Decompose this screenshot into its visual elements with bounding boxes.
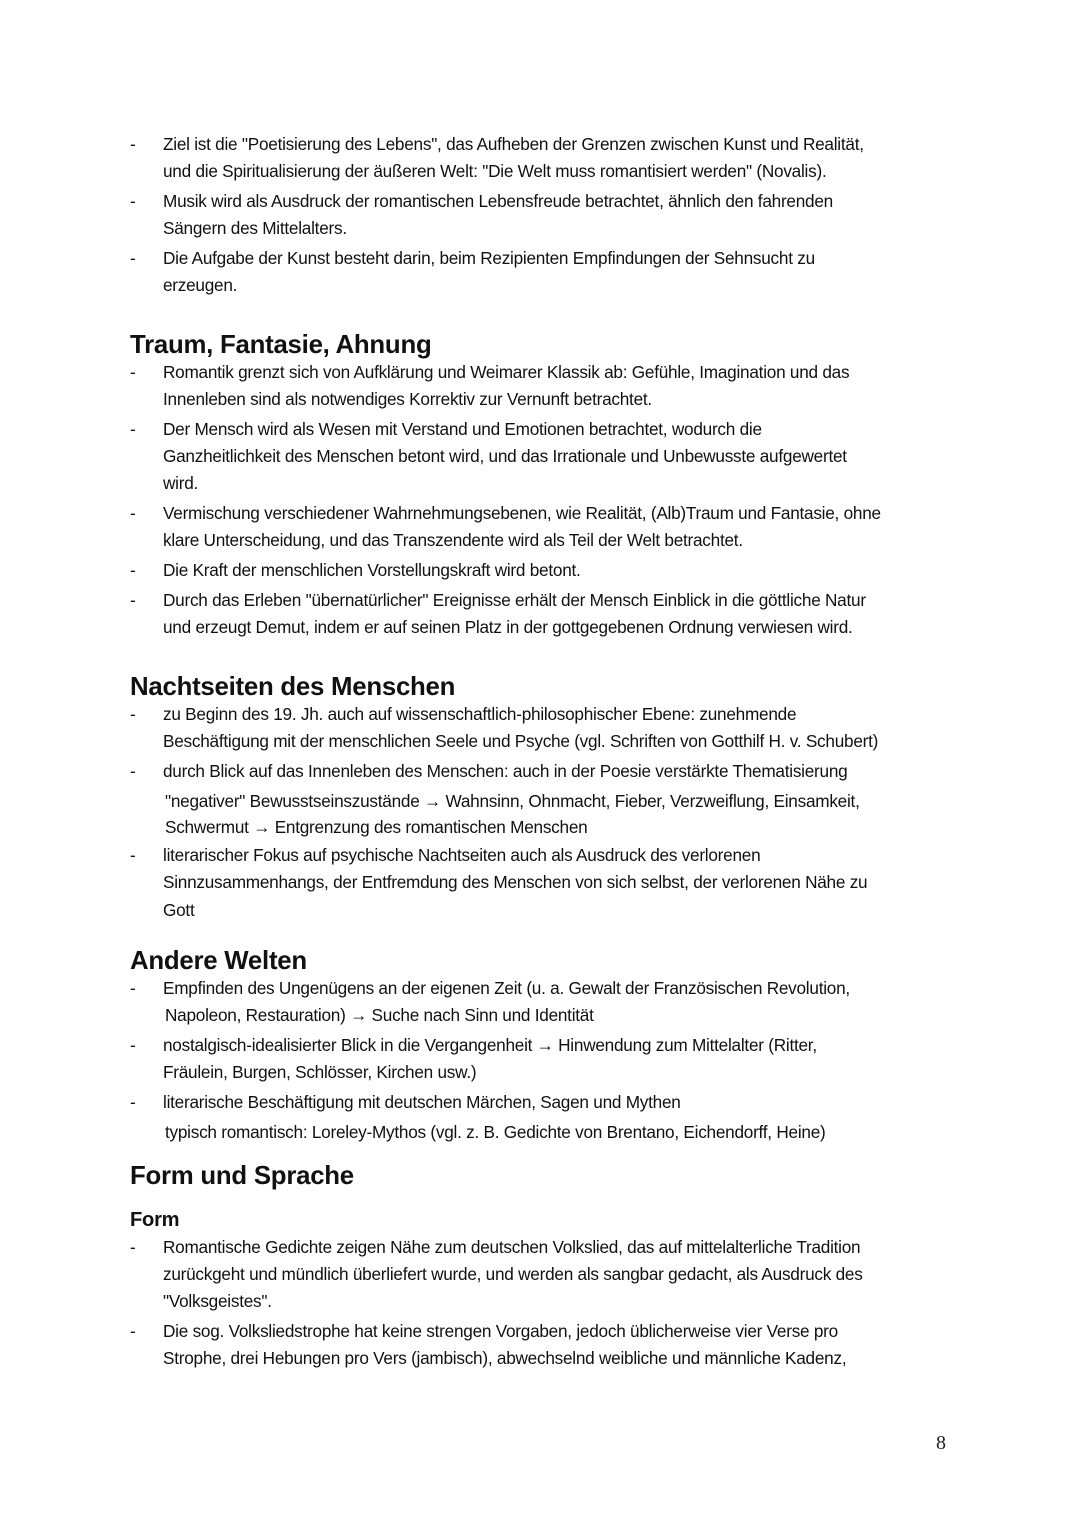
list-item [130, 1234, 960, 1315]
item-text-line: Ziel ist die "Poetisierung des Lebens", das Aufheben der Grenzen zwischen Kunst und Realität, [163, 134, 864, 154]
item-text-line: Beschäftigung mit der menschlichen Seele und Psyche (vgl. Schriften von Gotthilf H. v. Schubert) [163, 731, 879, 751]
bullet-dash: - [130, 191, 136, 211]
list-item [130, 587, 960, 641]
bullet-dash: - [130, 704, 136, 724]
list-item [130, 500, 960, 554]
bullet-dash: - [130, 1092, 136, 1112]
item-text-line: und die Spiritualisierung der äußeren Welt: "Die Welt muss romantisiert werden" (Novalis). [163, 161, 827, 181]
item-text-line: Gott [163, 900, 195, 920]
item-text-line: Vermischung verschiedener Wahrnehmungsebenen, wie Realität, (Alb)Traum und Fantasie, ohne [163, 503, 881, 523]
item-text-line: erzeugen. [163, 275, 238, 295]
bullet-dash: - [130, 362, 136, 382]
bullet-dash: - [130, 1321, 136, 1341]
list-item [130, 842, 960, 924]
item-text-line: nostalgisch-idealisierter Blick in die Vergangenheit → Hinwendung zum Mittelalter (Ritter, [163, 1035, 817, 1055]
item-text-line: Napoleon, Restauration) → Suche nach Sinn und Identität [165, 1005, 594, 1025]
section-note: typisch romantisch: Loreley-Mythos (vgl. z. B. Gedichte von Brentano, Eichendorff, Heine) [165, 1122, 826, 1142]
item-text-line: durch Blick auf das Innenleben des Menschen: auch in der Poesie verstärkte Thematisierung [163, 761, 848, 781]
list-item [130, 416, 960, 497]
bullet-dash: - [130, 845, 136, 865]
section-form [130, 1207, 960, 1372]
spacer [130, 1146, 960, 1163]
item-text-line: Romantische Gedichte zeigen Nähe zum deutschen Volkslied, das auf mittelalterliche Tradition [163, 1237, 861, 1257]
page-number: 8 [936, 1432, 946, 1454]
item-text-line: Empfinden des Ungenügens an der eigenen Zeit (u. a. Gewalt der Französischen Revolution, [163, 978, 850, 998]
section-list [130, 359, 960, 641]
section-form-und-sprache [130, 1163, 960, 1190]
subsection-heading: Form [130, 1209, 180, 1231]
page-content [130, 131, 960, 1375]
list-item [130, 975, 960, 1029]
spacer [130, 927, 960, 948]
list-item [130, 131, 960, 185]
section-heading: Nachtseiten des Menschen [130, 673, 456, 701]
item-text-line: Die Kraft der menschlichen Vorstellungskraft wird betont. [163, 560, 581, 580]
list-item [130, 701, 960, 755]
list-item [130, 359, 960, 413]
item-text-line: Sinnzusammenhangs, der Entfremdung des Menschen von sich selbst, der verlorenen Nähe zu [163, 872, 868, 892]
list-item [130, 557, 960, 584]
spacer [130, 302, 960, 332]
item-text-line: zu Beginn des 19. Jh. auch auf wissenschaftlich-philosophischer Ebene: zunehmende [163, 704, 797, 724]
item-text-line: klare Unterscheidung, und das Transzendente wird als Teil der Welt betrachtet. [163, 530, 743, 550]
section-list [130, 975, 960, 1116]
bullet-dash: - [130, 560, 136, 580]
item-text-line: "negativer" Bewusstseinszustände → Wahnsinn, Ohnmacht, Fieber, Verzweiflung, Einsamkeit, [165, 791, 860, 811]
bullet-dash: - [130, 761, 136, 781]
item-text-line: Die sog. Volksliedstrophe hat keine strengen Vorgaben, jedoch üblicherweise vier Verse pro [163, 1321, 838, 1341]
item-text-line: Romantik grenzt sich von Aufklärung und Weimarer Klassik ab: Gefühle, Imagination und das [163, 362, 850, 382]
bullet-dash: - [130, 503, 136, 523]
section-traum-fantasie-ahnung [130, 332, 960, 641]
bullet-dash: - [130, 978, 136, 998]
bullet-dash: - [130, 1035, 136, 1055]
item-text-line: Durch das Erleben "übernatürlicher" Ereignisse erhält der Mensch Einblick in die göttliche Natur [163, 590, 866, 610]
item-text-line: wird. [163, 473, 199, 493]
intro-list [130, 131, 960, 299]
item-text-line: literarische Beschäftigung mit deutschen Märchen, Sagen und Mythen [163, 1092, 681, 1112]
item-text-line: zurückgeht und mündlich überliefert wurde, und werden als sangbar gedacht, als Ausdruck des [163, 1264, 863, 1284]
item-text-line: Schwermut → Entgrenzung des romantischen Menschen [165, 817, 588, 837]
section-heading: Form und Sprache [130, 1162, 354, 1190]
item-text-line: literarischer Fokus auf psychische Nachtseiten auch als Ausdruck des verlorenen [163, 845, 761, 865]
list-item [130, 188, 960, 242]
bullet-dash: - [130, 248, 136, 268]
item-text-line: Ganzheitlichkeit des Menschen betont wird, und das Irrationale und Unbewusste aufgewertet [163, 446, 847, 466]
list-item [130, 1032, 960, 1086]
spacer [130, 1190, 960, 1207]
section-nachtseiten-des-menschen [130, 674, 960, 924]
list-item [130, 758, 960, 839]
list-item [130, 1089, 960, 1116]
item-text-line: "Volksgeistes". [163, 1291, 272, 1311]
spacer [130, 644, 960, 674]
section-heading: Andere Welten [130, 947, 307, 975]
item-text-line: Musik wird als Ausdruck der romantischen Lebensfreude betrachtet, ähnlich den fahrenden [163, 191, 833, 211]
item-text-line: Strophe, drei Hebungen pro Vers (jambisch), abwechselnd weibliche und männliche Kadenz, [163, 1348, 847, 1368]
section-andere-welten [130, 948, 960, 1146]
list-item [130, 1318, 960, 1372]
item-text-line: Sängern des Mittelalters. [163, 218, 347, 238]
section-list [130, 1234, 960, 1372]
item-text-line: Die Aufgabe der Kunst besteht darin, beim Rezipienten Empfindungen der Sehnsucht zu [163, 248, 815, 268]
section-list [130, 701, 960, 924]
item-text-line: Der Mensch wird als Wesen mit Verstand und Emotionen betrachtet, wodurch die [163, 419, 762, 439]
item-text-line: und erzeugt Demut, indem er auf seinen Platz in der gottgegebenen Ordnung verwiesen wird. [163, 617, 853, 637]
bullet-dash: - [130, 590, 136, 610]
item-text-line: Fräulein, Burgen, Schlösser, Kirchen usw.) [163, 1062, 477, 1082]
section-heading: Traum, Fantasie, Ahnung [130, 331, 432, 359]
list-item [130, 245, 960, 299]
bullet-dash: - [130, 1237, 136, 1257]
item-text-line: Innenleben sind als notwendiges Korrektiv zur Vernunft betrachtet. [163, 389, 652, 409]
bullet-dash: - [130, 419, 136, 439]
bullet-dash: - [130, 134, 136, 154]
